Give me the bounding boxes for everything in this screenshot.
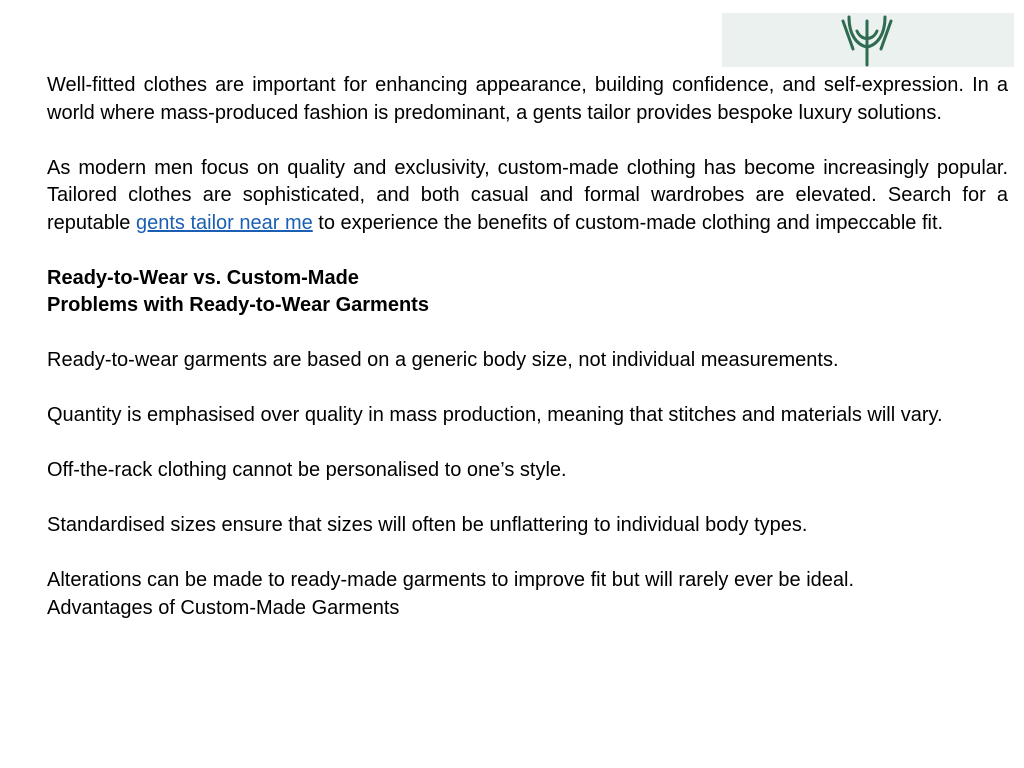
trident-monogram-icon: [835, 13, 899, 67]
advantages-heading: Advantages of Custom-Made Garments: [47, 596, 400, 619]
paragraph-text: As modern men focus on quality and exclusivity, custom-made clothing has become increasingly popular. Tailored clothes are sophisticated, and both casual and formal wardrobes are elevated. Search for a reputable: [47, 156, 1008, 234]
problem-point: Quantity is emphasised over quality in mass production, meaning that stitches and materials will vary.: [47, 404, 943, 426]
problem-point: Alterations can be made to ready-made garments to improve fit but will rarely ever be ideal.: [47, 569, 855, 591]
problem-point: Ready-to-wear garments are based on a generic body size, not individual measurements.: [47, 349, 839, 371]
brand-logo: [722, 13, 1014, 67]
gents-tailor-link[interactable]: gents tailor near me: [135, 211, 313, 234]
custom-made-paragraph: [47, 155, 1008, 238]
paragraph-text: to experience the benefits of custom-made clothing and impeccable fit.: [312, 211, 944, 234]
intro-paragraph: Well-fitted clothes are important for enhancing appearance, building confidence, and self-expression. In a world where mass-produced fashion is predominant, a gents tailor provides bespoke luxury solutions.: [47, 74, 1008, 124]
article-body: [47, 72, 1008, 622]
subsection-heading: Problems with Ready-to-Wear Garments: [47, 294, 429, 316]
section-heading: Ready-to-Wear vs. Custom-Made: [47, 266, 359, 289]
problem-point: Standardised sizes ensure that sizes will often be unflattering to individual body types.: [47, 514, 808, 536]
problem-point: Off-the-rack clothing cannot be personalised to one’s style.: [47, 459, 567, 481]
